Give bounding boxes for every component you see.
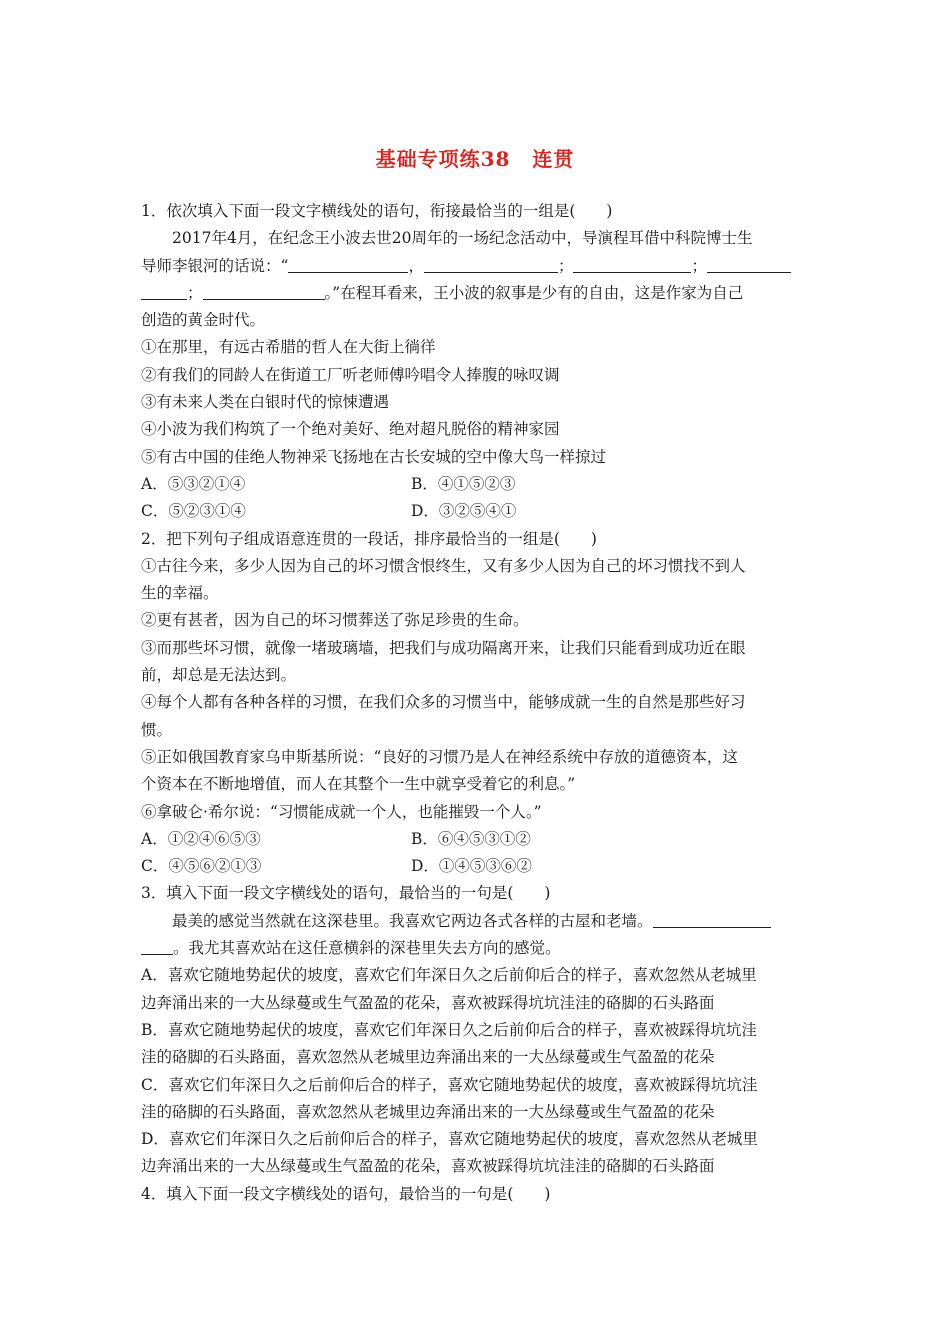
option-d[interactable]: D．①④⑤③⑥② <box>411 857 532 876</box>
question-1-passage-line: ； 。”在程耳看来，王小波的叙事是少有的自由，这是作家为自己 <box>141 280 811 307</box>
title-topic: 连贯 <box>532 147 575 171</box>
question-3-option-line[interactable]: 边奔涌出来的一大丛绿蔓或生气盈盈的花朵，喜欢被踩得坑坑洼洼的硌脚的石头路面 <box>141 993 715 1012</box>
option-a[interactable]: A．⑤③②①④ <box>141 474 246 493</box>
answer-blank[interactable] <box>288 254 408 273</box>
question-1-passage-line: 2017年4月，在纪念王小波去世20周年的一场纪念活动中，导演程耳借中科院博士生 <box>172 229 753 248</box>
question-1-item: ②有我们的同龄人在街道工厂听老师傅吟唱令人捧腹的咏叹调 <box>141 365 560 384</box>
answer-blank[interactable] <box>203 281 325 300</box>
option-a[interactable]: A．①②④⑥⑤③ <box>141 829 261 848</box>
question-2-item-line: ⑤正如俄国教育家乌申斯基所说：“良好的习惯乃是人在神经系统中存放的道德资本，这 <box>141 747 738 766</box>
question-3-option-line[interactable]: C．喜欢它们年深日久之后前仰后合的样子，喜欢它随地势起伏的坡度，喜欢被踩得坑坑洼 <box>141 1075 758 1094</box>
option-b[interactable]: B．④①⑤②③ <box>411 474 516 493</box>
question-2-item-line: ④每个人都有各种各样的习惯，在我们众多的习惯当中，能够成就一生的自然是那些好习 <box>141 693 746 712</box>
answer-blank[interactable] <box>141 936 173 955</box>
question-1-passage-line: 创造的黄金时代。 <box>141 311 266 330</box>
question-3-option-line[interactable]: 洼的硌脚的石头路面，喜欢忽然从老城里边奔涌出来的一大丛绿蔓或生气盈盈的花朵 <box>141 1048 715 1067</box>
option-c[interactable]: C．⑤②③①④ <box>141 502 246 521</box>
answer-blank[interactable] <box>141 281 187 300</box>
document-body <box>141 198 811 1208</box>
question-3-option-line[interactable]: 洼的硌脚的石头路面，喜欢忽然从老城里边奔涌出来的一大丛绿蔓或生气盈盈的花朵 <box>141 1102 715 1121</box>
option-d[interactable]: D．③②⑤④① <box>411 502 517 521</box>
question-2-item-line: 个资本在不断地增值，而人在其整个一生中就享受着它的利息。” <box>141 775 576 794</box>
question-1-item: ③有未来人类在白银时代的惊悚遭遇 <box>141 393 390 412</box>
option-c[interactable]: C．④⑤⑥②①③ <box>141 857 262 876</box>
question-2-item-line: 前，却总是无法达到。 <box>141 666 297 685</box>
answer-blank[interactable] <box>573 254 691 273</box>
question-3-option-line[interactable]: A．喜欢它随地势起伏的坡度，喜欢它们年深日久之后前仰后合的样子，喜欢忽然从老城里 <box>141 966 757 985</box>
page-title <box>0 143 950 172</box>
question-2-options-row <box>141 853 811 880</box>
question-2-item-line: ②更有甚者，因为自己的坏习惯葬送了弥足珍贵的生命。 <box>141 611 529 630</box>
question-2-item-line: ⑥拿破仑·希尔说：“习惯能成就一个人，也能摧毁一个人。” <box>141 802 542 821</box>
question-2-item-line: 生的幸福。 <box>141 584 219 603</box>
question-2-item-line: ①古往今来，多少人因为自己的坏习惯含恨终生，又有多少人因为自己的坏习惯找不到人 <box>141 556 746 575</box>
question-2-stem: 2．把下列句子组成语意连贯的一段话，排序最恰当的一组是( ) <box>141 529 597 548</box>
title-main: 基础专项练38 <box>375 147 511 171</box>
question-2-item-line: 惯。 <box>141 720 173 739</box>
question-3-option-line[interactable]: 边奔涌出来的一大丛绿蔓或生气盈盈的花朵，喜欢被踩得坑坑洼洼的硌脚的石头路面 <box>141 1157 715 1176</box>
question-1-item: ⑤有古中国的佳绝人物神采飞扬地在古长安城的空中像大鸟一样掠过 <box>141 447 607 466</box>
answer-blank[interactable] <box>653 909 771 928</box>
question-1-item: ①在那里，有远古希腊的哲人在大街上徜徉 <box>141 338 436 357</box>
question-1-options-row <box>141 498 811 525</box>
question-1-stem: 1．依次填入下面一段文字横线处的语句，衔接最恰当的一组是( ) <box>141 202 613 220</box>
question-1-item: ④小波为我们构筑了一个绝对美好、绝对超凡脱俗的精神家园 <box>141 420 560 439</box>
answer-blank[interactable] <box>424 254 558 273</box>
question-3-option-line[interactable]: D．喜欢它们年深日久之后前仰后合的样子，喜欢它随地势起伏的坡度，喜欢忽然从老城里 <box>141 1130 758 1149</box>
question-3-passage-line: 。我尤其喜欢站在这任意横斜的深巷里失去方向的感觉。 <box>141 935 811 962</box>
question-3-option-line[interactable]: B．喜欢它随地势起伏的坡度，喜欢它们年深日久之后前仰后合的样子，喜欢被踩得坑坑洼 <box>141 1020 757 1039</box>
question-4-stem: 4．填入下面一段文字横线处的语句，最恰当的一句是( ) <box>141 1184 551 1203</box>
question-1-options-row <box>141 471 811 498</box>
answer-blank[interactable] <box>707 254 791 273</box>
option-b[interactable]: B．⑥④⑤③①② <box>411 829 531 848</box>
question-2-item-line: ③而那些坏习惯，就像一堵玻璃墙，把我们与成功隔离开来，让我们只能看到成功近在眼 <box>141 638 746 657</box>
question-2-options-row <box>141 826 811 853</box>
question-3-stem: 3．填入下面一段文字横线处的语句，最恰当的一句是( ) <box>141 884 551 903</box>
question-1-passage-line: 导师李银河的话说：“ ， ； ； <box>141 253 811 280</box>
question-3-passage-line: 最美的感觉当然就在这深巷里。我喜欢它两边各式各样的古屋和老墙。 <box>141 908 811 935</box>
